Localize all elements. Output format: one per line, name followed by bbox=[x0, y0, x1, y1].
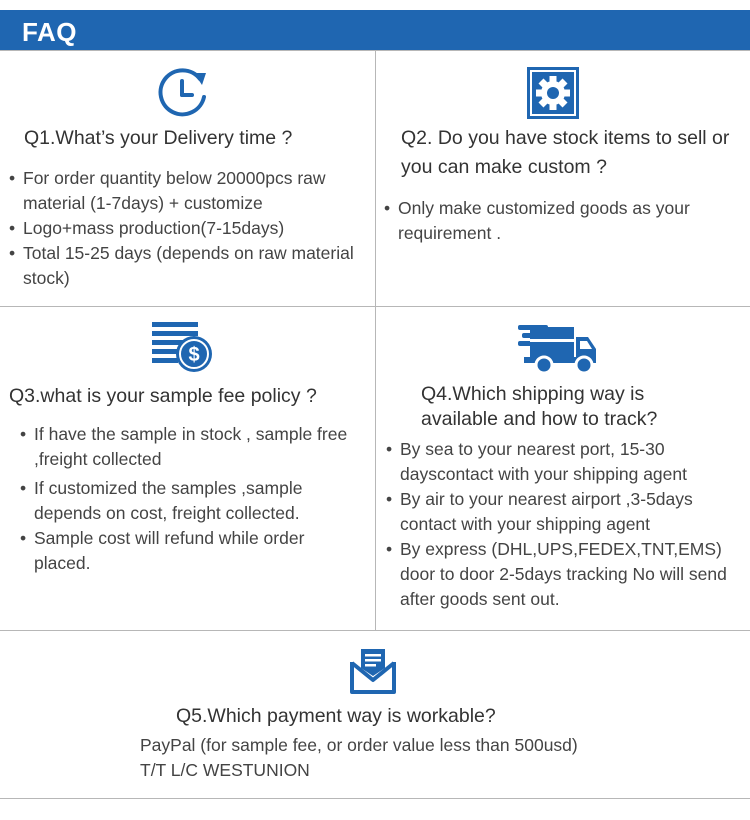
list-item: • By express (DHL,UPS,FEDEX,TNT,EMS) door to door 2-5days tracking No will send after goods sent out. bbox=[386, 537, 738, 612]
envelope-icon bbox=[349, 646, 397, 701]
list-item: • If customized the samples ,sample depends on cost, freight collected. bbox=[20, 476, 360, 526]
q4-list bbox=[386, 437, 738, 612]
list-item: • By air to your nearest airport ,3-5days contact with your shipping agent bbox=[386, 487, 738, 537]
q2-list bbox=[384, 196, 734, 246]
divider-vertical-row2 bbox=[375, 306, 376, 630]
q3-list bbox=[20, 422, 360, 576]
clock-icon bbox=[156, 67, 212, 124]
faq-title: FAQ bbox=[22, 17, 77, 47]
list-item: • Total 15-25 days (depends on raw material stock) bbox=[9, 241, 354, 291]
faq-header bbox=[0, 10, 750, 50]
dollar-document-icon bbox=[152, 322, 214, 379]
gear-icon bbox=[527, 67, 579, 124]
q2-title: Q2. Do you have stock items to sell or you can make custom ? bbox=[401, 127, 730, 178]
list-item: • Only make customized goods as your requirement . bbox=[384, 196, 734, 246]
q5-line: T/T L/C WESTUNION bbox=[140, 760, 310, 780]
delivery-truck-icon bbox=[518, 323, 598, 380]
list-item: • If have the sample in stock , sample free ,freight collected bbox=[20, 422, 360, 472]
q4-title: Q4.Which shipping way is available and how to track? bbox=[421, 383, 658, 430]
list-item: • Logo+mass production(7-15days) bbox=[9, 216, 354, 241]
divider-bottom bbox=[0, 798, 750, 799]
divider-row2 bbox=[0, 630, 750, 631]
divider-vertical-row1 bbox=[375, 50, 376, 306]
list-item: • Sample cost will refund while order placed. bbox=[20, 526, 360, 576]
q3-title: Q3.what is your sample fee policy ? bbox=[9, 385, 317, 407]
q5-line: PayPal (for sample fee, or order value less than 500usd) bbox=[140, 735, 578, 755]
q1-list bbox=[9, 166, 354, 291]
list-item: • By sea to your nearest port, 15-30 dayscontact with your shipping agent bbox=[386, 437, 738, 487]
svg-text:$: $ bbox=[188, 344, 200, 366]
q1-title: Q1.What’s your Delivery time ? bbox=[24, 127, 293, 149]
q5-title: Q5.Which payment way is workable? bbox=[176, 705, 496, 727]
list-item: • For order quantity below 20000pcs raw material (1-7days) + customize bbox=[9, 166, 354, 216]
